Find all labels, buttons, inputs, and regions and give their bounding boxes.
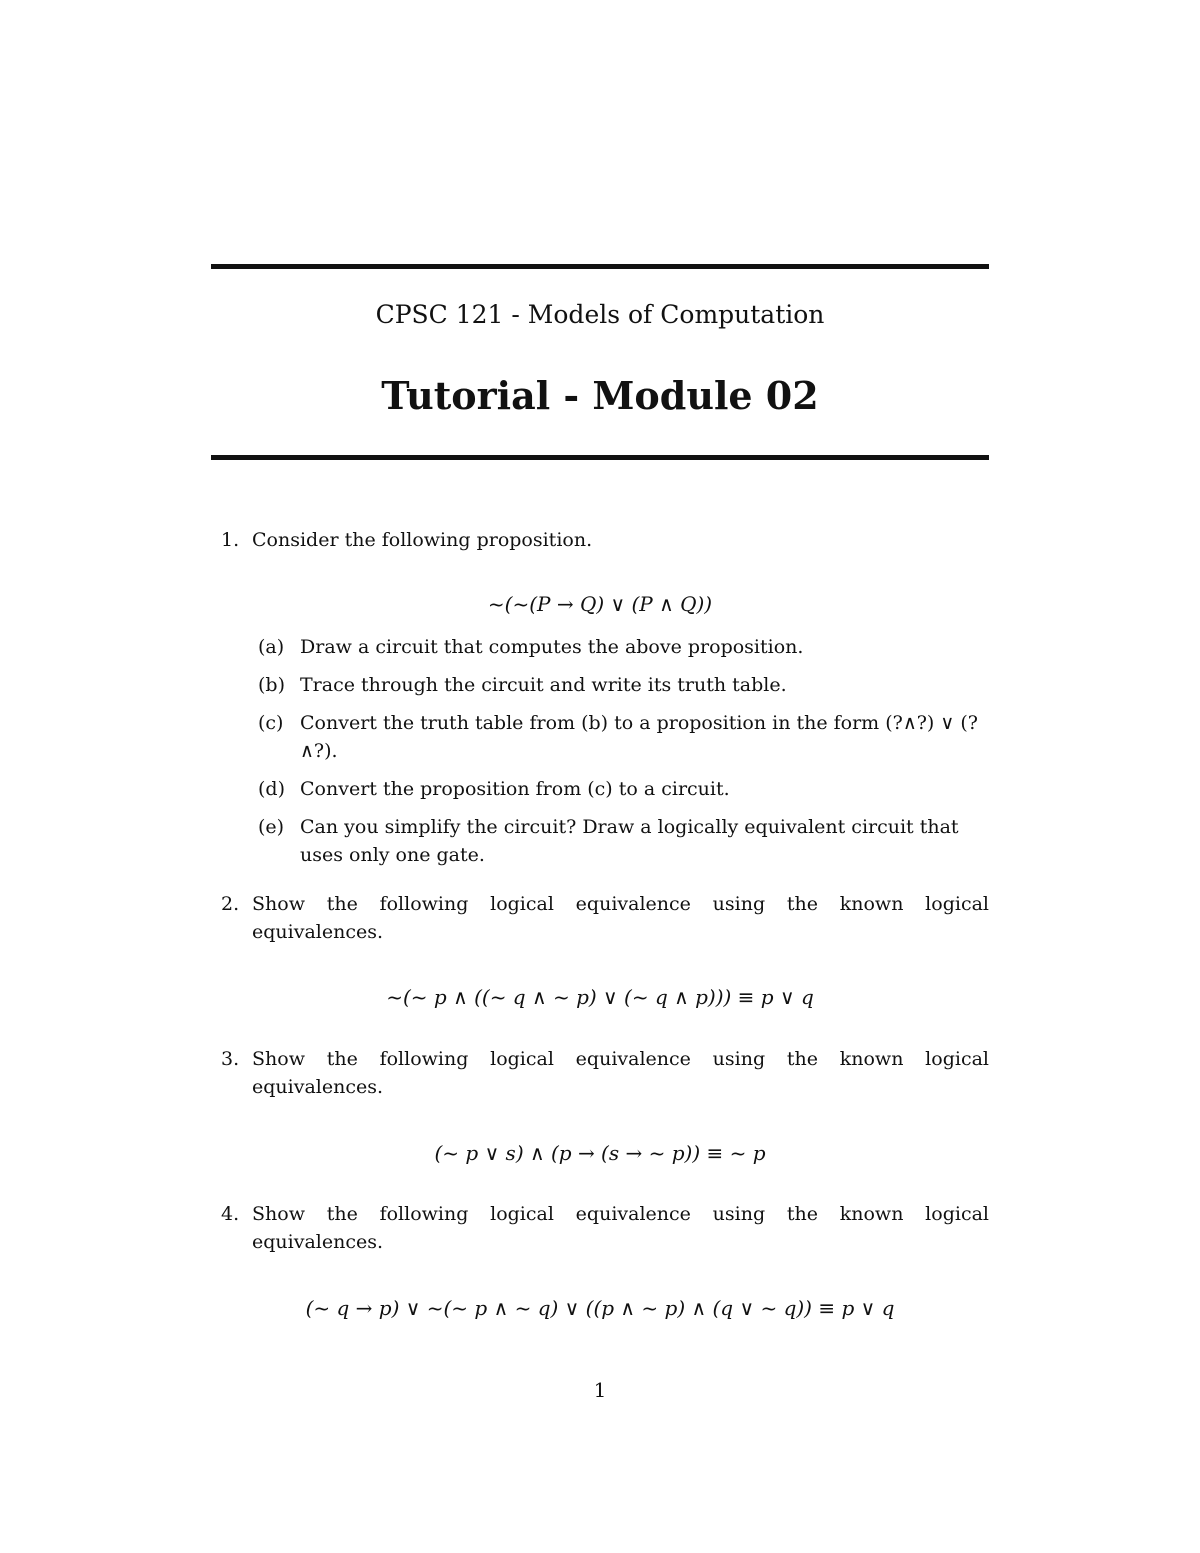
header-rule-top	[211, 264, 989, 269]
question-number: 4.	[221, 1203, 240, 1225]
part-text: Draw a circuit that computes the above proposition.	[300, 636, 804, 658]
question-text: Show the following logical equivalence using the known logical equivalences.	[252, 1203, 989, 1253]
question-1-part-a	[258, 633, 989, 663]
part-label: (b)	[258, 674, 285, 696]
part-label: (c)	[258, 712, 284, 734]
part-label: (e)	[258, 816, 285, 838]
header-rule-bottom	[211, 455, 989, 460]
page-number: 1	[593, 1378, 607, 1402]
question-1	[211, 526, 989, 556]
question-3-formula: (~ p ∨ s) ∧ (p → (s → ~ p)) ≡ ~ p	[434, 1141, 766, 1165]
question-text: Show the following logical equivalence using the known logical equivalences.	[252, 1048, 989, 1098]
part-label: (d)	[258, 778, 285, 800]
question-number: 2.	[221, 893, 240, 915]
part-label: (a)	[258, 636, 285, 658]
question-1-part-d	[258, 775, 989, 805]
question-number: 1.	[221, 529, 240, 551]
part-text: Trace through the circuit and write its truth table.	[300, 674, 787, 696]
question-2-formula: ~(~ p ∧ ((~ q ∧ ~ p) ∨ (~ q ∧ p))) ≡ p ∨ q	[386, 985, 814, 1009]
question-4	[211, 1200, 989, 1258]
part-text: Can you simplify the circuit? Draw a logically equivalent circuit that uses only one gate.	[300, 816, 959, 866]
part-text: Convert the proposition from (c) to a circuit.	[300, 778, 730, 800]
question-text: Show the following logical equivalence using the known logical equivalences.	[252, 893, 989, 943]
question-1-part-c	[258, 709, 989, 767]
question-3	[211, 1045, 989, 1103]
question-4-formula: (~ q → p) ∨ ~(~ p ∧ ~ q) ∨ ((p ∧ ~ p) ∧ (q ∨ ~ q)) ≡ p ∨ q	[305, 1296, 895, 1320]
question-1-part-b	[258, 671, 989, 701]
question-number: 3.	[221, 1048, 240, 1070]
document-title: Tutorial - Module 02	[381, 373, 819, 418]
part-text: Convert the truth table from (b) to a proposition in the form (?∧?) ∨ (?∧?).	[300, 712, 978, 762]
course-title: CPSC 121 - Models of Computation	[375, 300, 825, 329]
question-text: Consider the following proposition.	[252, 529, 593, 551]
question-2	[211, 890, 989, 948]
question-1-formula: ~(~(P → Q) ∨ (P ∧ Q))	[487, 592, 713, 616]
question-1-part-e	[258, 813, 989, 871]
